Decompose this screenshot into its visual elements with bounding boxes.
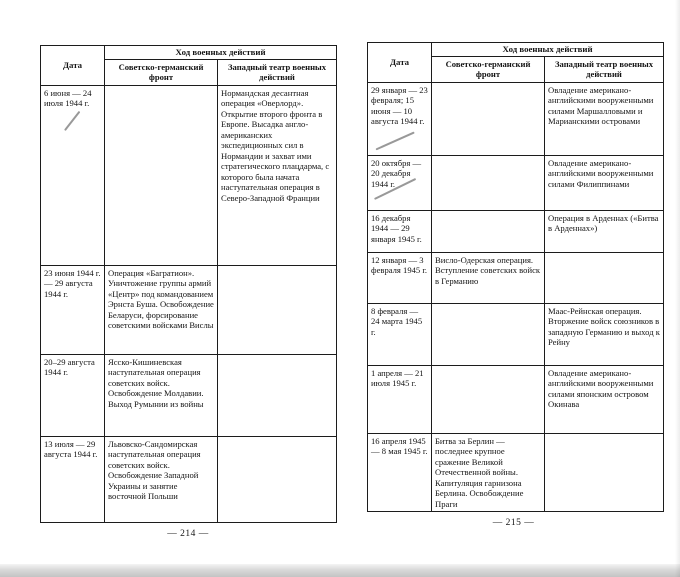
western-theater-cell xyxy=(545,252,664,303)
column-header-date: Дата xyxy=(368,43,432,83)
date-cell: 16 апреля 1945 — 8 мая 1945 г. xyxy=(368,433,432,511)
soviet-front-cell xyxy=(105,85,218,265)
table-title: Ход военных действий xyxy=(105,46,337,60)
table-row xyxy=(368,252,664,303)
date-cell: 29 января — 23 февраля; 15 июня — 10 августа 1944 г. xyxy=(368,82,432,155)
column-header-western-theater: Западный театр военных действий xyxy=(218,59,337,85)
western-theater-cell: Маас-Рейнская операция. Вторжение войск союзников в западную Германию и выход к Рейну xyxy=(545,303,664,365)
date-cell: 16 декабря 1944 — 29 января 1945 г. xyxy=(368,210,432,252)
soviet-front-cell xyxy=(432,303,545,365)
column-header-soviet-front: Советско-германский фронт xyxy=(105,59,218,85)
column-header-soviet-front: Советско-германский фронт xyxy=(432,56,545,82)
soviet-front-cell: Битва за Берлин — последнее крупное сражение Великой Отечественной войны. Капитуляция гарнизона Берлина. Освобождение Праги xyxy=(432,433,545,511)
table-row xyxy=(368,82,664,155)
table-row xyxy=(41,436,337,522)
military-actions-table-right xyxy=(367,42,664,512)
table-row xyxy=(368,365,664,433)
date-cell: 23 июня 1944 г. — 29 августа 1944 г. xyxy=(41,265,105,354)
column-header-western-theater: Западный театр военных действий xyxy=(545,56,664,82)
date-cell: 20–29 августа 1944 г. xyxy=(41,354,105,436)
header-row-main xyxy=(368,43,664,57)
page-number: — 214 — xyxy=(167,528,209,539)
western-theater-cell: Овладение американо-английскими вооруженными силами Маршалловыми и Марианскими островами xyxy=(545,82,664,155)
table-row xyxy=(368,155,664,210)
date-cell: 6 июня — 24 июля 1944 г. xyxy=(41,85,105,265)
soviet-front-cell xyxy=(432,365,545,433)
page-number: — 215 — xyxy=(492,518,535,529)
western-theater-cell xyxy=(218,265,337,354)
soviet-front-cell: Операция «Багратион». Уничтожение группы армий «Центр» под командованием Эрнста Буша. Освобождение Беларуси, форсирование советскими войсками Вислы xyxy=(105,265,218,354)
western-theater-cell xyxy=(545,433,664,511)
date-cell: 20 октября — 20 декабря 1944 г. xyxy=(368,155,432,210)
soviet-front-cell xyxy=(432,210,545,252)
western-theater-cell: Операция в Арденнах («Битва в Арденнах») xyxy=(545,210,664,252)
date-cell: 1 апреля — 21 июля 1945 г. xyxy=(368,365,432,433)
page-left xyxy=(40,45,336,539)
table-row xyxy=(41,354,337,436)
date-cell: 12 января — 3 февраля 1945 г. xyxy=(368,252,432,303)
soviet-front-cell xyxy=(432,155,545,210)
soviet-front-cell: Львовско-Сандомирская наступательная операция советских войск. Освобождение Западной Украины и занятие восточной Польши xyxy=(105,436,218,522)
table-row xyxy=(368,433,664,511)
date-cell: 8 февраля — 24 марта 1945 г. xyxy=(368,303,432,365)
western-theater-cell xyxy=(218,436,337,522)
western-theater-cell: Овладение американо-английскими вооруженными силами Филиппинами xyxy=(545,155,664,210)
scan-bottom-edge xyxy=(0,564,680,577)
header-row-main xyxy=(41,46,337,60)
soviet-front-cell xyxy=(432,82,545,155)
table-row xyxy=(368,210,664,252)
column-header-date: Дата xyxy=(41,46,105,86)
date-cell: 13 июля — 29 августа 1944 г. xyxy=(41,436,105,522)
western-theater-cell: Овладение американо-английскими вооруженными силами японским островом Окинава xyxy=(545,365,664,433)
table-row xyxy=(41,85,337,265)
table-row xyxy=(41,265,337,354)
table-row xyxy=(368,303,664,365)
western-theater-cell: Нормандская десантная операция «Оверлорд». Открытие второго фронта в Европе. Высадка англо-американских экспедиционных сил в Нормандии и захват ими стратегического плацдарма, с которого была начата наступательная операция в Северо-Западной Франции xyxy=(218,85,337,265)
western-theater-cell xyxy=(218,354,337,436)
scan-right-edge xyxy=(675,0,680,577)
military-actions-table-left xyxy=(40,45,337,523)
soviet-front-cell: Ясско-Кишиневская наступательная операция советских войск. Освобождение Молдавии. Выход Румынии из войны xyxy=(105,354,218,436)
table-title: Ход военных действий xyxy=(432,43,664,57)
page-right xyxy=(367,42,660,528)
soviet-front-cell: Висло-Одерская операция. Вступление советских войск в Германию xyxy=(432,252,545,303)
